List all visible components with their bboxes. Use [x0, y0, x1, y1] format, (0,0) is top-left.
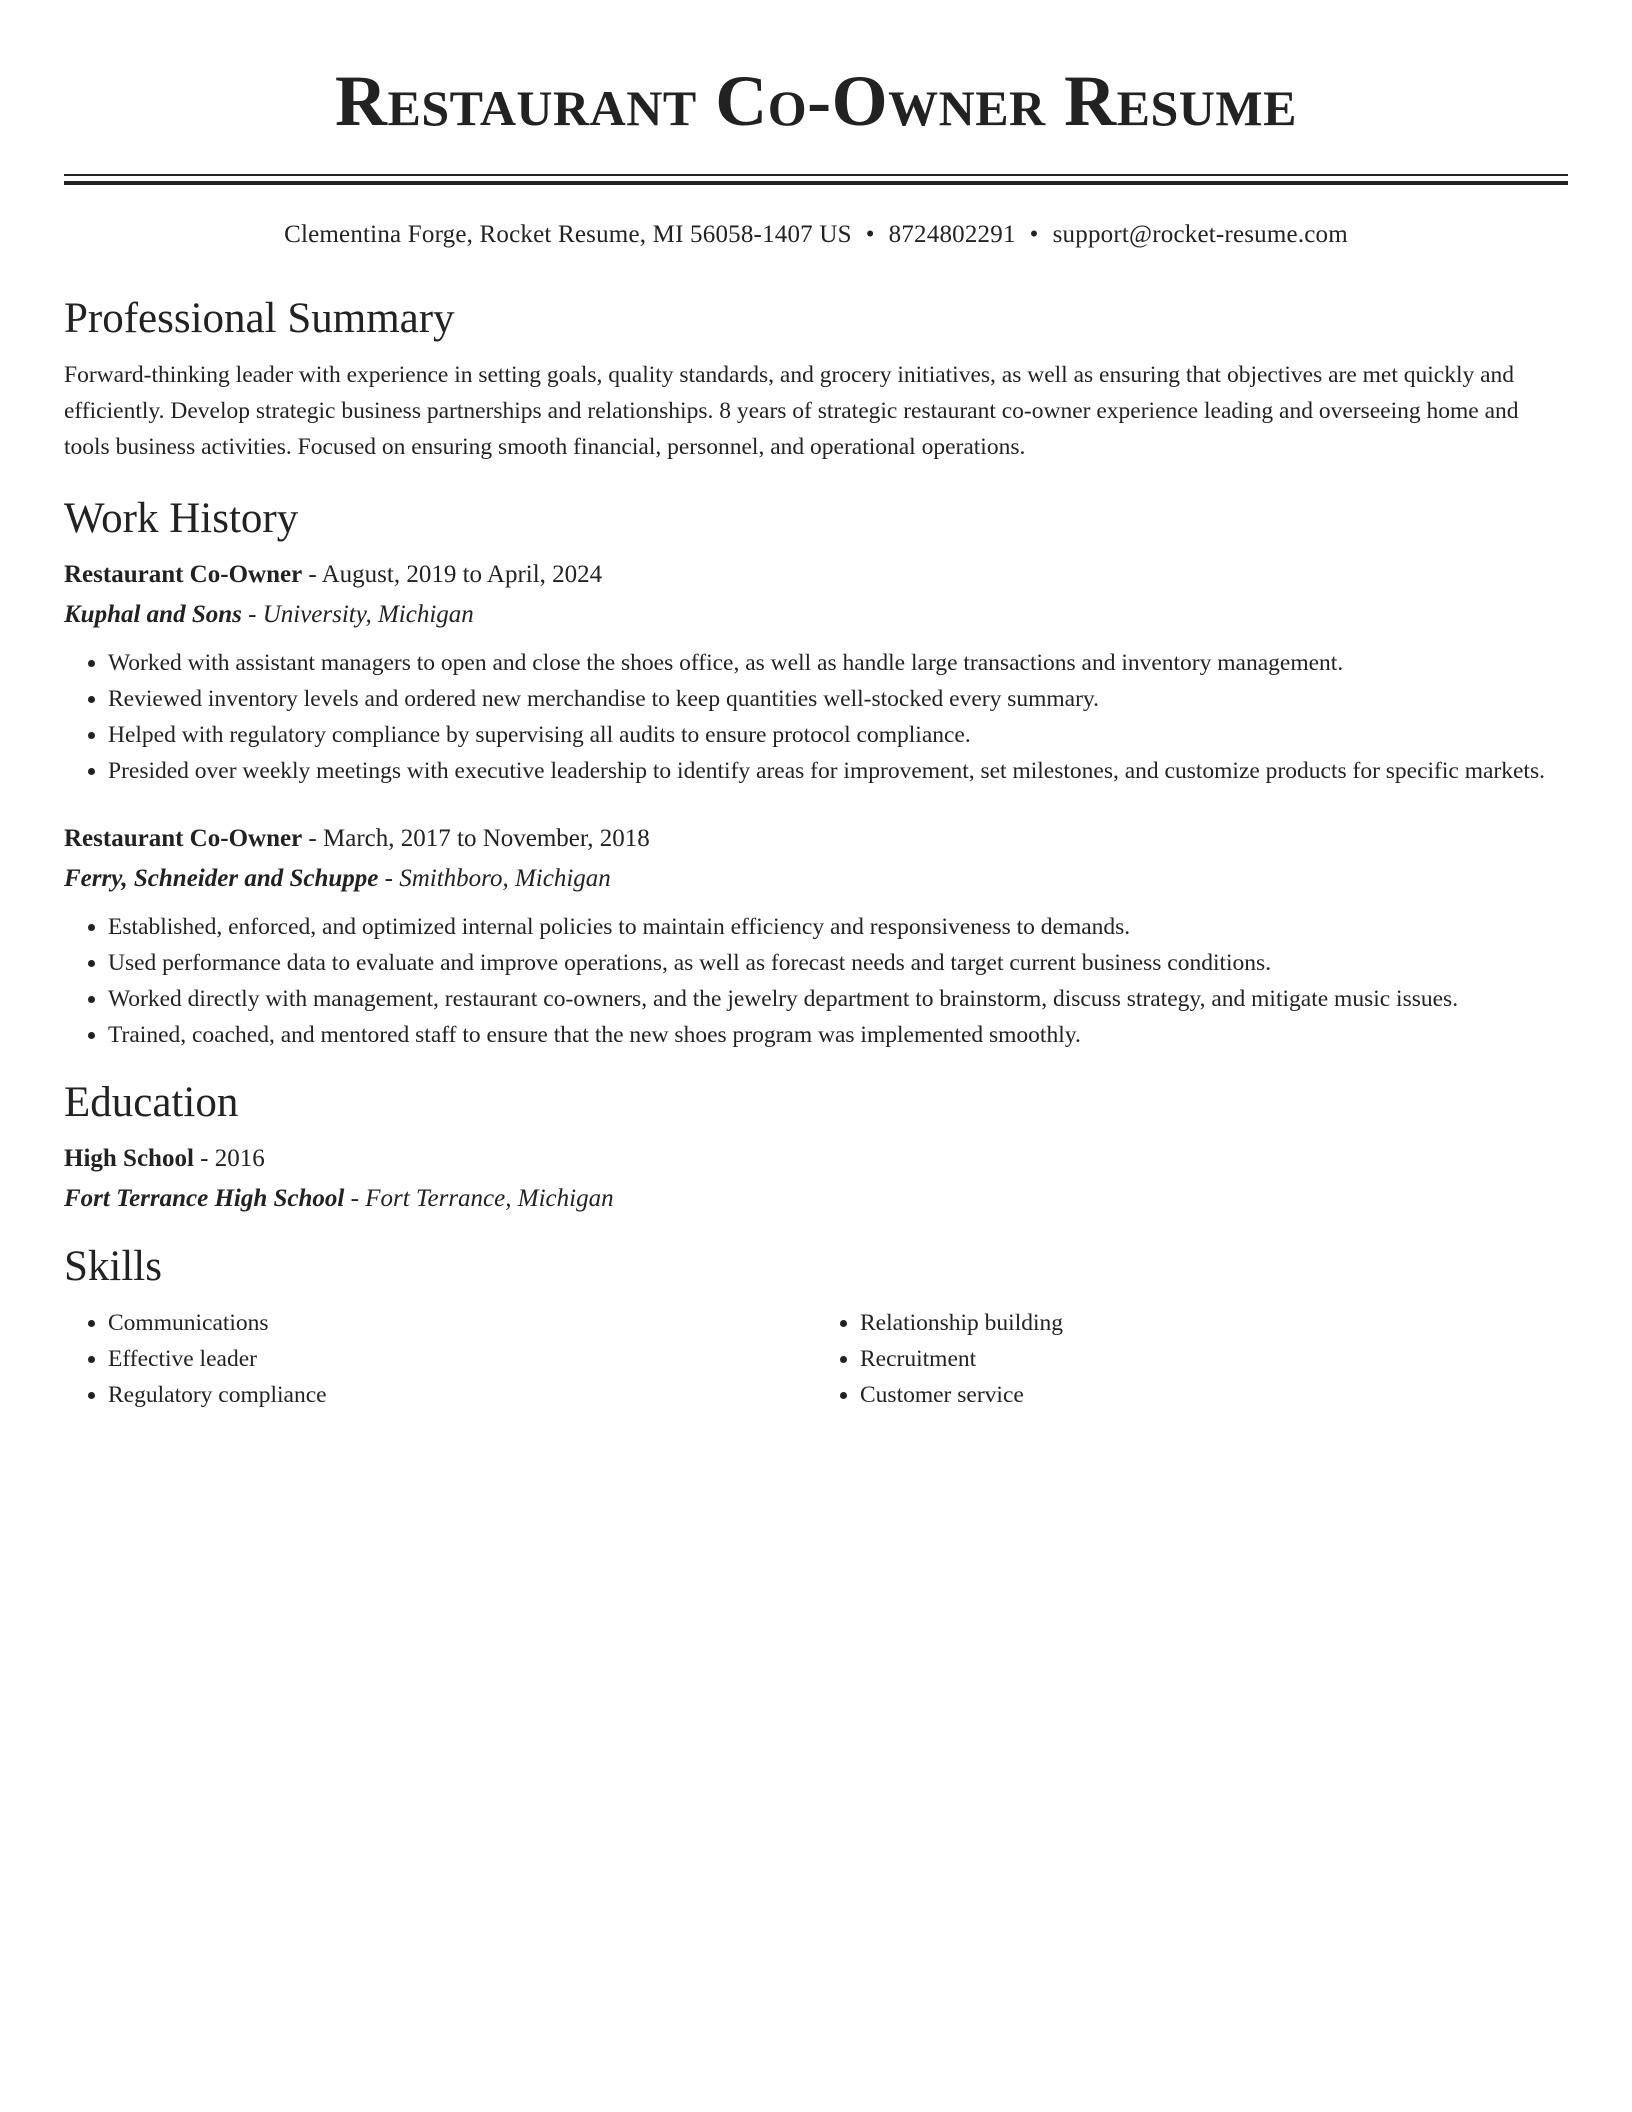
- job-bullet: • Trained, coached, and mentored staff to ensure that the new shoes program was implemented smoothly.: [108, 1017, 1568, 1053]
- education-school: Fort Terrance High School: [64, 1185, 345, 1212]
- job-title: Restaurant Co-Owner: [64, 561, 303, 588]
- skill-item: • Recruitment: [860, 1341, 1568, 1377]
- education-school-line: [64, 1179, 1568, 1219]
- contact-line: [64, 217, 1568, 253]
- job-bullet: • Used performance data to evaluate and improve operations, as well as forecast needs and target current business conditions.: [108, 945, 1568, 981]
- skills-grid: [64, 1305, 1568, 1413]
- job-entry: [64, 819, 1568, 1053]
- job-dates: - March, 2017 to November, 2018: [302, 825, 650, 852]
- education-location: - Fort Terrance, Michigan: [344, 1185, 614, 1212]
- contact-phone: 8724802291: [888, 221, 1016, 248]
- skills-column-left: [64, 1305, 816, 1413]
- job-dates: - August, 2019 to April, 2024: [302, 561, 603, 588]
- job-bullets: [64, 909, 1568, 1053]
- job-company-line: [64, 595, 1568, 635]
- job-entry: [64, 555, 1568, 789]
- job-title-line: [64, 555, 1568, 595]
- job-bullet: • Presided over weekly meetings with executive leadership to identify areas for improvement, set milestones, and customize products for specific markets.: [108, 753, 1568, 789]
- education-section: [64, 1075, 1568, 1219]
- skill-item: • Customer service: [860, 1377, 1568, 1413]
- education-degree-line: [64, 1139, 1568, 1179]
- contact-separator: •: [1029, 221, 1039, 248]
- education-entry: [64, 1139, 1568, 1219]
- job-company: Ferry, Schneider and Schuppe: [64, 865, 379, 892]
- skill-item: • Communications: [108, 1305, 816, 1341]
- job-bullet: • Worked with assistant managers to open and close the shoes office, as well as handle large transactions and inventory management.: [108, 645, 1568, 681]
- contact-email: support@rocket-resume.com: [1052, 221, 1348, 248]
- summary-text: Forward-thinking leader with experience in setting goals, quality standards, and grocery initiatives, as well as ensuring that objectives are met quickly and efficiently. Develop strategic business partnerships and relationships. 8 years of strategic restaurant co-owner experience leading and overseeing home and tools business activities. Focused on ensuring smooth financial, personnel, and operational operations.: [64, 362, 1519, 460]
- job-title-line: [64, 819, 1568, 859]
- education-degree: High School: [64, 1145, 194, 1172]
- skills-section: [64, 1239, 1568, 1413]
- skill-item: • Relationship building: [860, 1305, 1568, 1341]
- job-title: Restaurant Co-Owner: [64, 825, 303, 852]
- contact-separator: •: [865, 221, 875, 248]
- job-company-line: [64, 859, 1568, 899]
- professional-summary-section: [64, 291, 1568, 465]
- job-bullet: • Helped with regulatory compliance by supervising all audits to ensure protocol compliance.: [108, 717, 1568, 753]
- skills-column-right: [816, 1305, 1568, 1413]
- title-divider: [64, 174, 1568, 185]
- contact-address: Clementina Forge, Rocket Resume, MI 56058-1407 US: [284, 221, 852, 248]
- skill-item: • Effective leader: [108, 1341, 816, 1377]
- job-bullet: • Worked directly with management, restaurant co-owners, and the jewelry department to brainstorm, discuss strategy, and mitigate music issues.: [108, 981, 1568, 1017]
- skill-item: • Regulatory compliance: [108, 1377, 816, 1413]
- section-heading-education: Education: [64, 1079, 239, 1126]
- section-heading-skills: Skills: [64, 1243, 162, 1290]
- job-bullet: • Reviewed inventory levels and ordered new merchandise to keep quantities well-stocked every summary.: [108, 681, 1568, 717]
- section-heading-summary: Professional Summary: [64, 295, 455, 342]
- education-year: - 2016: [193, 1145, 265, 1172]
- job-bullets: [64, 645, 1568, 789]
- job-company: Kuphal and Sons: [64, 601, 242, 628]
- resume-title: Restaurant Co-Owner Resume: [335, 61, 1297, 141]
- section-heading-work: Work History: [64, 495, 299, 542]
- job-location: - University, Michigan: [241, 601, 474, 628]
- job-bullet: • Established, enforced, and optimized internal policies to maintain efficiency and responsiveness to demands.: [108, 909, 1568, 945]
- job-location: - Smithboro, Michigan: [378, 865, 611, 892]
- work-history-section: [64, 491, 1568, 1053]
